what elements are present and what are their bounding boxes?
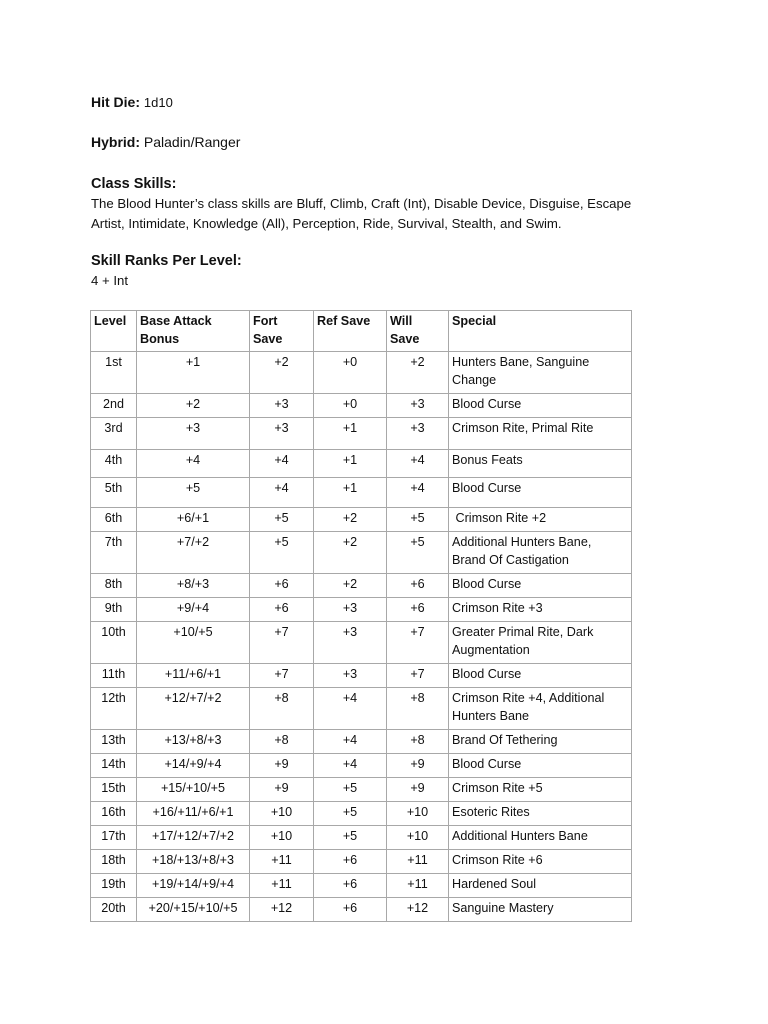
special-line-1: Blood Curse — [452, 481, 522, 495]
cell-ref-save: +4 — [314, 688, 387, 730]
cell-special — [449, 874, 632, 898]
cell-ref-save: +2 — [314, 508, 387, 532]
skill-ranks-heading: Skill Ranks Per Level: — [91, 253, 242, 269]
special-line-1: Blood Curse — [452, 667, 522, 681]
cell-special — [449, 730, 632, 754]
cell-ref-save: +6 — [314, 874, 387, 898]
cell-special — [449, 574, 632, 598]
cell-will-save: +10 — [387, 802, 449, 826]
cell-ref-save: +0 — [314, 394, 387, 418]
cell-will-save: +6 — [387, 598, 449, 622]
cell-level: 11th — [91, 664, 137, 688]
hit-die-line — [91, 94, 173, 110]
table-row — [91, 802, 632, 826]
cell-ref-save: +3 — [314, 622, 387, 664]
table-row — [91, 508, 632, 532]
special-line-1: Sanguine Mastery — [452, 901, 554, 915]
cell-base-attack-bonus: +15/+10/+5 — [137, 778, 250, 802]
cell-special — [449, 622, 632, 664]
table-row — [91, 850, 632, 874]
cell-base-attack-bonus: +18/+13/+8/+3 — [137, 850, 250, 874]
cell-ref-save: +5 — [314, 802, 387, 826]
cell-ref-save: +6 — [314, 850, 387, 874]
cell-level: 18th — [91, 850, 137, 874]
cell-base-attack-bonus: +12/+7/+2 — [137, 688, 250, 730]
cell-special — [449, 802, 632, 826]
special-line-2: Brand Of Castigation — [452, 552, 569, 567]
cell-ref-save: +2 — [314, 532, 387, 574]
cell-ref-save: +4 — [314, 730, 387, 754]
cell-ref-save: +1 — [314, 418, 387, 450]
table-header-row — [91, 311, 632, 352]
special-line-1: Hunters Bane, Sanguine — [452, 355, 590, 369]
cell-will-save: +8 — [387, 688, 449, 730]
cell-level: 5th — [91, 478, 137, 508]
cell-base-attack-bonus: +13/+8/+3 — [137, 730, 250, 754]
cell-special — [449, 478, 632, 508]
table-row — [91, 778, 632, 802]
class-skills-text — [91, 194, 631, 233]
special-line-1: Blood Curse — [452, 757, 522, 771]
class-skills-heading: Class Skills: — [91, 176, 177, 192]
cell-fort-save: +6 — [250, 574, 314, 598]
cell-level: 9th — [91, 598, 137, 622]
header-level: Level — [91, 311, 137, 352]
cell-level: 10th — [91, 622, 137, 664]
cell-level: 8th — [91, 574, 137, 598]
cell-special — [449, 754, 632, 778]
cell-level: 3rd — [91, 418, 137, 450]
cell-fort-save: +9 — [250, 778, 314, 802]
cell-base-attack-bonus: +14/+9/+4 — [137, 754, 250, 778]
cell-base-attack-bonus: +6/+1 — [137, 508, 250, 532]
cell-level: 15th — [91, 778, 137, 802]
cell-fort-save: +7 — [250, 664, 314, 688]
cell-special — [449, 778, 632, 802]
special-line-1: Blood Curse — [452, 397, 522, 411]
cell-ref-save: +6 — [314, 898, 387, 922]
cell-level: 14th — [91, 754, 137, 778]
header-fort-save: Fort Save — [250, 311, 314, 352]
cell-level: 13th — [91, 730, 137, 754]
cell-special — [449, 598, 632, 622]
cell-will-save: +10 — [387, 826, 449, 850]
table-row — [91, 394, 632, 418]
hit-die-value: 1d10 — [143, 95, 173, 110]
cell-base-attack-bonus: +17/+12/+7/+2 — [137, 826, 250, 850]
cell-base-attack-bonus: +8/+3 — [137, 574, 250, 598]
class-skills-line-1: The Blood Hunter’s class skills are Bluff, Climb, Craft (Int), Disable Device, Disguise, Escape — [91, 196, 632, 211]
cell-will-save: +3 — [387, 418, 449, 450]
cell-will-save: +2 — [387, 352, 449, 394]
table-row — [91, 418, 632, 450]
cell-level: 2nd — [91, 394, 137, 418]
cell-base-attack-bonus: +16/+11/+6/+1 — [137, 802, 250, 826]
hybrid-label: Hybrid: — [91, 134, 140, 150]
cell-will-save: +11 — [387, 874, 449, 898]
header-ref-save: Ref Save — [314, 311, 387, 352]
table-row — [91, 688, 632, 730]
special-line-1: Hardened Soul — [452, 877, 537, 891]
cell-will-save: +5 — [387, 508, 449, 532]
cell-will-save: +5 — [387, 532, 449, 574]
table-row — [91, 874, 632, 898]
cell-fort-save: +4 — [250, 478, 314, 508]
cell-ref-save: +0 — [314, 352, 387, 394]
cell-will-save: +9 — [387, 754, 449, 778]
special-line-2: Augmentation — [452, 642, 530, 657]
table-row — [91, 532, 632, 574]
cell-will-save: +12 — [387, 898, 449, 922]
table-row — [91, 664, 632, 688]
special-line-1: Crimson Rite +5 — [452, 781, 543, 795]
table-row — [91, 730, 632, 754]
cell-will-save: +8 — [387, 730, 449, 754]
cell-base-attack-bonus: +10/+5 — [137, 622, 250, 664]
cell-level: 7th — [91, 532, 137, 574]
table-row — [91, 574, 632, 598]
cell-level: 12th — [91, 688, 137, 730]
cell-fort-save: +10 — [250, 802, 314, 826]
special-line-1: Crimson Rite +2 — [452, 511, 547, 525]
cell-base-attack-bonus: +3 — [137, 418, 250, 450]
class-progression-table — [90, 310, 632, 922]
special-line-1: Blood Curse — [452, 577, 522, 591]
table-row — [91, 598, 632, 622]
special-line-1: Crimson Rite +6 — [452, 853, 543, 867]
cell-level: 19th — [91, 874, 137, 898]
cell-special — [449, 418, 632, 450]
cell-base-attack-bonus: +20/+15/+10/+5 — [137, 898, 250, 922]
cell-fort-save: +11 — [250, 850, 314, 874]
table-row — [91, 898, 632, 922]
special-line-2: Hunters Bane — [452, 708, 530, 723]
cell-will-save: +11 — [387, 850, 449, 874]
table-row — [91, 826, 632, 850]
header-will-save: Will Save — [387, 311, 449, 352]
special-line-1: Bonus Feats — [452, 453, 523, 467]
table-row — [91, 352, 632, 394]
cell-ref-save: +1 — [314, 478, 387, 508]
cell-fort-save: +8 — [250, 730, 314, 754]
hybrid-line — [91, 134, 240, 150]
special-line-2: Change — [452, 372, 497, 387]
cell-base-attack-bonus: +1 — [137, 352, 250, 394]
table-row — [91, 478, 632, 508]
cell-ref-save: +3 — [314, 664, 387, 688]
cell-base-attack-bonus: +19/+14/+9/+4 — [137, 874, 250, 898]
cell-fort-save: +3 — [250, 418, 314, 450]
cell-fort-save: +12 — [250, 898, 314, 922]
cell-ref-save: +5 — [314, 778, 387, 802]
table-row — [91, 754, 632, 778]
cell-fort-save: +9 — [250, 754, 314, 778]
header-base-attack-bonus: Base Attack Bonus — [137, 311, 250, 352]
cell-special — [449, 898, 632, 922]
cell-level: 16th — [91, 802, 137, 826]
special-line-1: Esoteric Rites — [452, 805, 530, 819]
cell-base-attack-bonus: +11/+6/+1 — [137, 664, 250, 688]
cell-will-save: +9 — [387, 778, 449, 802]
cell-base-attack-bonus: +2 — [137, 394, 250, 418]
cell-ref-save: +4 — [314, 754, 387, 778]
cell-will-save: +7 — [387, 664, 449, 688]
skill-ranks-value: 4 + Int — [91, 273, 129, 288]
cell-base-attack-bonus: +4 — [137, 450, 250, 478]
special-line-1: Brand Of Tethering — [452, 733, 558, 747]
cell-ref-save: +5 — [314, 826, 387, 850]
hybrid-value: Paladin/Ranger — [143, 134, 241, 150]
table-row — [91, 622, 632, 664]
cell-will-save: +7 — [387, 622, 449, 664]
cell-ref-save: +2 — [314, 574, 387, 598]
header-special: Special — [449, 311, 632, 352]
hit-die-label: Hit Die — [91, 94, 136, 110]
cell-ref-save: +3 — [314, 598, 387, 622]
special-line-1: Additional Hunters Bane, — [452, 535, 592, 549]
cell-will-save: +6 — [387, 574, 449, 598]
cell-will-save: +4 — [387, 478, 449, 508]
special-line-1: Crimson Rite, Primal Rite — [452, 421, 594, 435]
cell-special — [449, 352, 632, 394]
special-line-1: Additional Hunters Bane — [452, 829, 588, 843]
cell-special — [449, 508, 632, 532]
cell-special — [449, 532, 632, 574]
cell-fort-save: +5 — [250, 532, 314, 574]
cell-fort-save: +10 — [250, 826, 314, 850]
cell-level: 4th — [91, 450, 137, 478]
cell-base-attack-bonus: +9/+4 — [137, 598, 250, 622]
cell-ref-save: +1 — [314, 450, 387, 478]
cell-fort-save: +3 — [250, 394, 314, 418]
cell-special — [449, 688, 632, 730]
cell-fort-save: +8 — [250, 688, 314, 730]
cell-fort-save: +7 — [250, 622, 314, 664]
cell-base-attack-bonus: +5 — [137, 478, 250, 508]
cell-will-save: +4 — [387, 450, 449, 478]
special-line-1: Greater Primal Rite, Dark — [452, 625, 594, 639]
cell-special — [449, 850, 632, 874]
cell-fort-save: +5 — [250, 508, 314, 532]
cell-level: 1st — [91, 352, 137, 394]
cell-level: 17th — [91, 826, 137, 850]
cell-fort-save: +6 — [250, 598, 314, 622]
cell-fort-save: +2 — [250, 352, 314, 394]
cell-will-save: +3 — [387, 394, 449, 418]
cell-special — [449, 394, 632, 418]
class-skills-line-2: Artist, Intimidate, Knowledge (All), Perception, Ride, Survival, Stealth, and Swim. — [91, 215, 562, 231]
cell-fort-save: +11 — [250, 874, 314, 898]
cell-base-attack-bonus: +7/+2 — [137, 532, 250, 574]
cell-fort-save: +4 — [250, 450, 314, 478]
cell-special — [449, 826, 632, 850]
cell-level: 6th — [91, 508, 137, 532]
hit-die-colon: : — [135, 94, 141, 110]
special-line-1: Crimson Rite +4, Additional — [452, 691, 605, 705]
cell-special — [449, 664, 632, 688]
special-line-1: Crimson Rite +3 — [452, 601, 543, 615]
table-row — [91, 450, 632, 478]
cell-level: 20th — [91, 898, 137, 922]
cell-special — [449, 450, 632, 478]
